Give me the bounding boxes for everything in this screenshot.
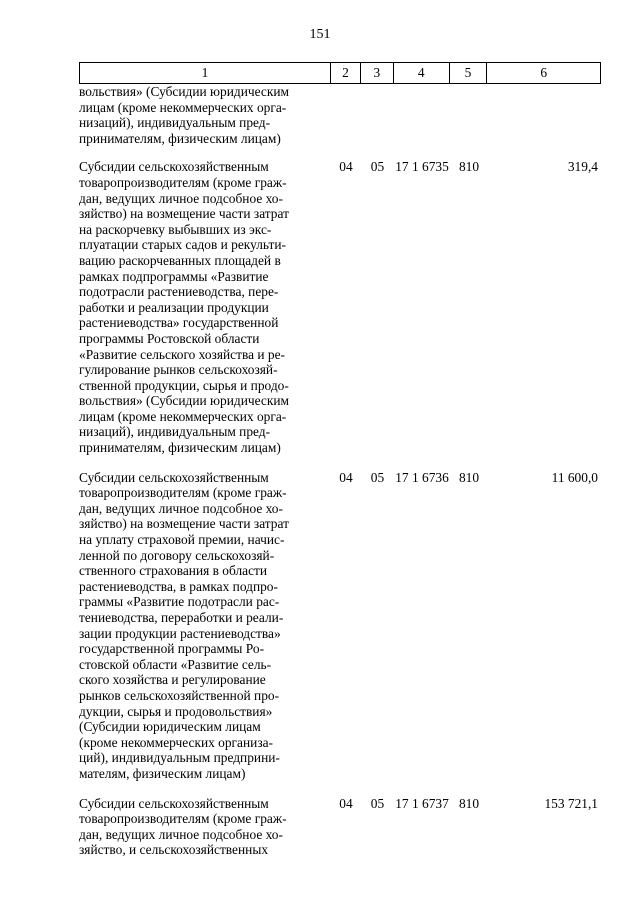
- row-section: 04: [339, 469, 353, 485]
- row-subsection: [361, 84, 394, 146]
- row-amount: 11 600,0: [551, 469, 598, 485]
- header-col-4: 4: [394, 63, 450, 83]
- row-section: 04: [339, 159, 353, 175]
- row-expense-type: 810: [458, 795, 480, 811]
- header-col-3: 3: [361, 63, 394, 83]
- row-target-article: [394, 84, 450, 146]
- row-description: Субсидии сельскохозяйственным товаропроизводителям (кроме граж- дан, ведущих личное подсобное хо- зяйство) на возмещение части затрат на уплату страховой премии, начис- ленной по договору сельскохозяй- ственного страхования в области растениеводства, в рамках подпро- граммы «Развитие подотрасли рас- тениеводства, переработки и реали- зации продукции растениеводства» государственной программы Ро- стовской области «Развитие сель- ского хозяйства и регулирование рынков сельскохозяйственной про- дукции, сырья и продовольствия» (Субсидии юридическим лицам (кроме некоммерческих организа- ций), индивидуальным предприни- мателям, физическим лицам): [79, 469, 289, 781]
- row-description: Субсидии сельскохозяйственным товаропроизводителям (кроме граж- дан, ведущих личное подсобное хо- зяйство) на возмещение части затрат на раскорчевку выбывших из экс- плуатации старых садов и рекульти- вацию раскорчеванных площадей в рамках подпрограммы «Развитие подотрасли растениеводства, пере- работки и реализации продукции растениеводства» государственной программы Ростовской области «Развитие сельского хозяйства и ре- гулирование рынков сельскохозяй- ственной продукции, сырья и продо- вольствия» (Субсидии юридическим лицам (кроме некоммерческих орга- низаций), индивидуальным пред- принимателям, физическим лицам): [79, 159, 289, 456]
- row-description: Субсидии сельскохозяйственным товаропроизводителям (кроме граж- дан, ведущих личное подсобное хо- зяйство, и сельскохозяйственных: [79, 795, 287, 858]
- row-target-article: 17 1 6735: [395, 159, 449, 175]
- row-subsection: 05: [370, 469, 385, 485]
- row-amount: [488, 84, 601, 146]
- row-expense-type: 810: [458, 159, 480, 175]
- row-expense-type: 810: [458, 469, 480, 485]
- table-row: [79, 470, 601, 782]
- table-row: [79, 84, 601, 146]
- row-section: 04: [339, 795, 353, 811]
- header-col-2: 2: [331, 63, 361, 83]
- table-row: [79, 159, 601, 455]
- table-header: [79, 62, 601, 84]
- page-number: 151: [309, 27, 331, 42]
- row-expense-type: [450, 84, 488, 146]
- row-target-article: 17 1 6736: [395, 469, 449, 485]
- row-amount: 319,4: [567, 159, 598, 175]
- header-col-5: 5: [450, 63, 488, 83]
- table-row: [79, 796, 601, 858]
- table-body: [79, 84, 601, 872]
- row-subsection: 05: [370, 795, 385, 811]
- header-col-6: 6: [540, 65, 548, 80]
- header-col-1: 1: [80, 63, 331, 83]
- row-subsection: 05: [370, 159, 385, 175]
- row-section: [331, 84, 361, 146]
- row-target-article: 17 1 6737: [395, 795, 449, 811]
- row-amount: 153 721,1: [544, 795, 598, 811]
- row-description: вольствия» (Субсидии юридическим лицам (кроме некоммерческих орга- низаций), индивидуальным пред- принимателям, физическим лицам): [79, 84, 289, 146]
